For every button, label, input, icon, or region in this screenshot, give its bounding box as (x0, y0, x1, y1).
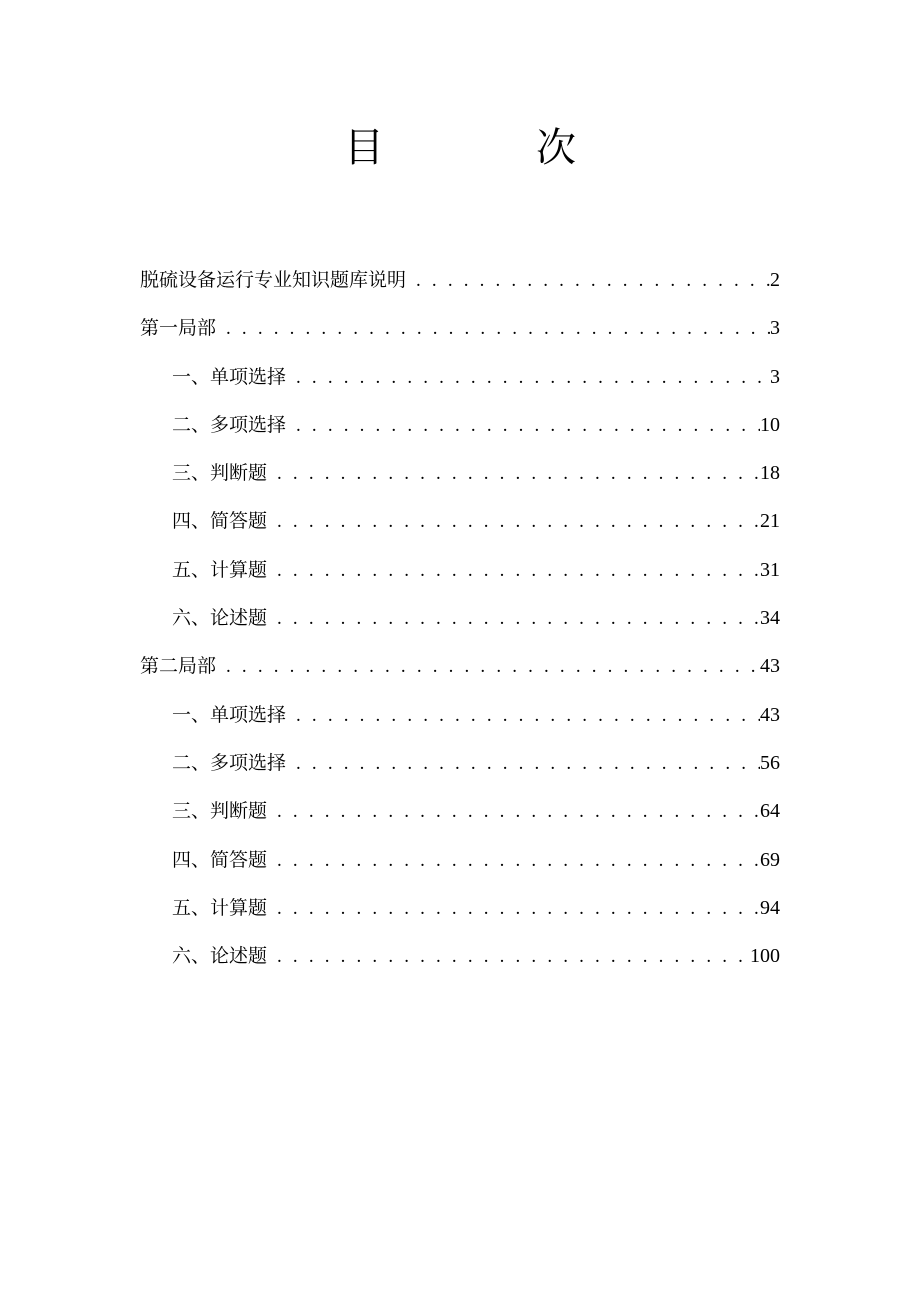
toc-list (140, 256, 780, 980)
toc-entry-part-two-calculation[interactable] (140, 884, 780, 932)
toc-entry-page: 31 (760, 558, 780, 581)
toc-leader-dots (267, 547, 760, 595)
toc-leader-dots (216, 305, 770, 353)
toc-entry-page: 100 (750, 945, 780, 968)
toc-entry-part-one-multiple-choice[interactable] (140, 401, 780, 449)
toc-leader-dots (406, 257, 770, 305)
toc-entry-page: 94 (760, 896, 780, 919)
toc-entry-part-two-essay[interactable] (140, 932, 780, 980)
toc-entry-intro[interactable] (140, 256, 780, 304)
toc-entry-page: 43 (760, 655, 780, 678)
toc-entry-label: 三、判断题 (172, 800, 268, 823)
toc-entry-label: 二、多项选择 (172, 751, 287, 774)
toc-entry-page: 3 (770, 365, 780, 388)
toc-entry-label: 脱硫设备运行专业知识题库说明 (140, 269, 407, 291)
toc-entry-part-one[interactable] (140, 304, 780, 352)
toc-leader-dots (286, 692, 760, 740)
toc-leader-dots (286, 354, 770, 402)
toc-entry-label: 二、多项选择 (172, 413, 287, 436)
toc-entry-page: 56 (760, 751, 780, 774)
toc-entry-part-two-true-false[interactable] (140, 787, 780, 835)
toc-entry-part-two-multiple-choice[interactable] (140, 739, 780, 787)
toc-leader-dots (267, 885, 760, 933)
toc-entry-label: 四、简答题 (172, 510, 268, 533)
toc-leader-dots (216, 643, 760, 691)
toc-entry-part-one-essay[interactable] (140, 594, 780, 642)
toc-leader-dots (267, 450, 760, 498)
toc-entry-label: 五、计算题 (172, 896, 268, 919)
toc-entry-page: 69 (760, 848, 780, 871)
toc-entry-part-two[interactable] (140, 642, 780, 690)
toc-entry-page: 18 (760, 462, 780, 485)
toc-entry-page: 21 (760, 510, 780, 533)
toc-entry-label: 一、单项选择 (172, 703, 287, 726)
toc-entry-page: 43 (760, 703, 780, 726)
toc-entry-label: 第一局部 (140, 317, 217, 340)
toc-entry-label: 一、单项选择 (172, 365, 287, 388)
toc-entry-part-one-calculation[interactable] (140, 546, 780, 594)
toc-entry-page: 34 (760, 607, 780, 630)
toc-entry-label: 六、论述题 (172, 607, 268, 630)
toc-entry-label: 五、计算题 (172, 558, 268, 581)
toc-leader-dots (267, 933, 750, 981)
toc-entry-part-one-single-choice[interactable] (140, 353, 780, 401)
toc-entry-page: 64 (760, 800, 780, 823)
toc-entry-label: 六、论述题 (172, 945, 268, 968)
toc-leader-dots (267, 837, 760, 885)
toc-entry-page: 2 (770, 269, 780, 291)
toc-entry-part-two-short-answer[interactable] (140, 836, 780, 884)
toc-entry-part-two-single-choice[interactable] (140, 691, 780, 739)
toc-leader-dots (286, 402, 760, 450)
toc-leader-dots (267, 595, 760, 643)
toc-entry-label: 四、简答题 (172, 848, 268, 871)
toc-entry-label: 第二局部 (140, 655, 217, 678)
toc-leader-dots (286, 740, 760, 788)
toc-leader-dots (267, 498, 760, 546)
toc-entry-page: 3 (770, 317, 780, 340)
toc-title: 目 次 (344, 125, 632, 171)
toc-leader-dots (267, 788, 760, 836)
toc-entry-part-one-short-answer[interactable] (140, 497, 780, 545)
toc-entry-part-one-true-false[interactable] (140, 449, 780, 497)
toc-entry-page: 10 (760, 413, 780, 436)
toc-entry-label: 三、判断题 (172, 462, 268, 485)
